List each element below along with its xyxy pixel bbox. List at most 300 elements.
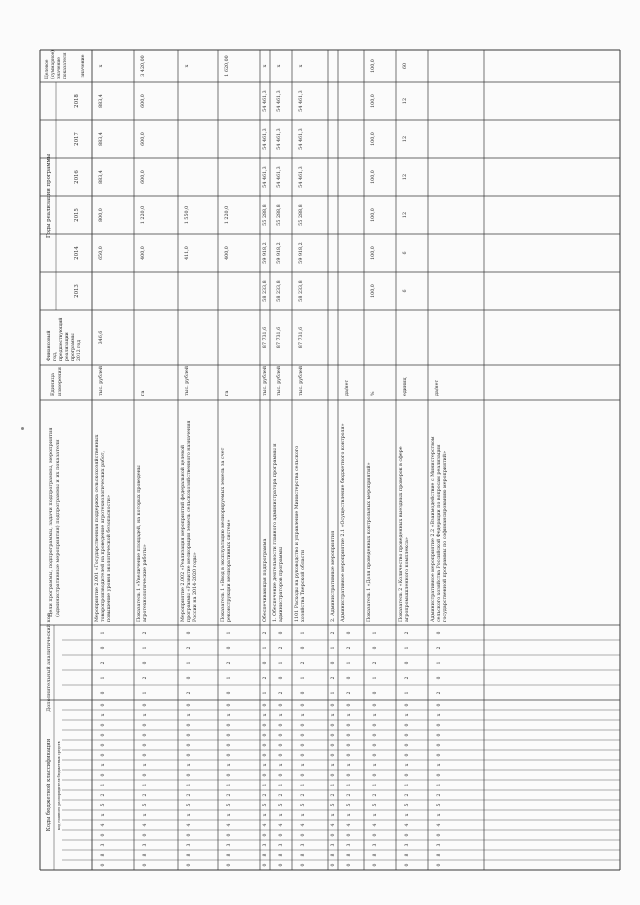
analytic-digit: 0 (227, 646, 232, 650)
analytic-digit: 1 (279, 661, 284, 665)
code-digit: x (101, 713, 106, 717)
code-digit: 5 (227, 803, 232, 807)
code-digit: 0 (373, 833, 378, 837)
header-year-2018: 2018 (74, 94, 80, 108)
row-6-year-value: 54 461,3 (299, 128, 304, 150)
code-digit: 0 (279, 723, 284, 727)
code-digit: 0 (101, 723, 106, 727)
row-2-target: x (185, 64, 190, 68)
code-digit: 0 (263, 743, 268, 747)
analytic-digit: 2 (405, 676, 410, 680)
row-11-name: Административное мероприятие 2.2 «Взаимодействие с Министерствомсельского хозяйства Российской Федерации по вопросам реализациигосударственной программы по софинансированию мероприятий» (431, 436, 448, 622)
code-digit: 0 (331, 743, 336, 747)
code-digit: x (347, 713, 352, 717)
analytic-digit: 1 (187, 661, 192, 665)
code-digit: x (227, 713, 232, 717)
analytic-digit: 2 (437, 646, 442, 650)
code-digit: x (331, 713, 336, 717)
code-digit: 0 (263, 723, 268, 727)
code-digit: 0 (347, 833, 352, 837)
code-digit: 0 (227, 863, 232, 867)
code-digit: 0 (331, 833, 336, 837)
code-digit: 0 (227, 773, 232, 777)
row-4-year-value: 58 233,8 (263, 280, 268, 302)
code-digit: 0 (279, 833, 284, 837)
row-9-year-value: 100,0 (371, 132, 376, 146)
row-4-year-value: 59 918,2 (263, 242, 268, 264)
code-digit: 0 (437, 703, 442, 707)
row-6-year-value: 59 918,2 (299, 242, 304, 264)
code-digit: 3 (331, 843, 336, 847)
analytic-digit: 2 (227, 661, 232, 665)
analytic-digit: 1 (437, 661, 442, 665)
code-digit: 0 (187, 773, 192, 777)
row-5-year-value: 58 233,8 (277, 280, 282, 302)
code-digit: 4 (279, 823, 284, 827)
code-digit: 0 (405, 743, 410, 747)
row-10-year-value: 12 (403, 173, 408, 181)
code-digit: 8 (101, 853, 106, 857)
code-digit: 2 (187, 793, 192, 797)
row-5-name: 1. Обеспечение деятельности главного администратора программы иадминистраторов программы (273, 443, 284, 622)
analytic-digit: 1 (405, 691, 410, 695)
code-digit: x (405, 713, 410, 717)
code-digit: 0 (331, 723, 336, 727)
row-0-unit: тыс. рублей (99, 365, 104, 396)
analytic-digit: 1 (331, 646, 336, 650)
row-4-year-value: 55 288,8 (263, 204, 268, 226)
code-digit: x (437, 713, 442, 717)
code-digit: 0 (405, 723, 410, 727)
row-10-unit: единиц (403, 377, 408, 396)
row-6-year-value: 54 461,3 (299, 166, 304, 188)
code-digit: 1 (331, 783, 336, 787)
code-digit: 0 (101, 773, 106, 777)
analytic-digit: 0 (263, 661, 268, 665)
code-digit: 5 (437, 803, 442, 807)
row-6-unit: тыс. рублей (299, 365, 304, 396)
row-9-year-value: 100,0 (371, 94, 376, 108)
row-9-unit: % (371, 391, 376, 396)
row-9-target: 100,0 (371, 59, 376, 73)
row-5-target: x (277, 64, 282, 68)
row-10-year-value: 12 (403, 135, 408, 143)
code-digit: 0 (263, 773, 268, 777)
analytic-digit: 0 (437, 631, 442, 635)
analytic-digit: 0 (187, 676, 192, 680)
analytic-digit: 0 (279, 631, 284, 635)
code-digit: 0 (279, 773, 284, 777)
analytic-digit: 1 (101, 631, 106, 635)
row-3-target: 1 620,00 (225, 55, 230, 77)
row-2-unit: тыс. рублей (185, 365, 190, 396)
row-4-fin: 87 731,6 (263, 326, 268, 349)
code-digit: 1 (405, 783, 410, 787)
code-digit: 8 (373, 853, 378, 857)
row-4-unit: тыс. рублей (263, 365, 268, 396)
code-digit: 1 (263, 783, 268, 787)
code-digit: x (347, 763, 352, 767)
code-digit: 0 (187, 743, 192, 747)
code-digit: 0 (101, 863, 106, 867)
code-digit: 4 (143, 823, 148, 827)
code-digit: 1 (101, 783, 106, 787)
header-year-2015: 2015 (74, 208, 80, 222)
analytic-digit: 2 (301, 661, 306, 665)
row-1-target: 3 420,00 (141, 55, 146, 77)
code-digit: 5 (101, 803, 106, 807)
code-digit: 8 (301, 853, 306, 857)
code-digit: 3 (373, 843, 378, 847)
code-digit: 0 (227, 833, 232, 837)
code-digit: 0 (143, 733, 148, 737)
row-7-name: 2. Административные мероприятия (331, 530, 336, 622)
code-digit: x (279, 763, 284, 767)
row-1-year-value: 1 220,0 (141, 205, 146, 225)
code-digit: 1 (373, 783, 378, 787)
code-digit: 2 (405, 793, 410, 797)
row-6-name: 1101 Расходы на руководство и управление Министерства сельскогохозяйства Тверской области (295, 445, 306, 622)
code-digit: 2 (373, 793, 378, 797)
code-digit: 0 (143, 753, 148, 757)
analytic-digit: 0 (405, 661, 410, 665)
analytic-digit: 0 (347, 676, 352, 680)
header-codes-group: Коды бюджетной классификации (46, 738, 52, 832)
row-9-year-value: 100,0 (371, 284, 376, 298)
code-digit: 0 (143, 723, 148, 727)
analytic-digit: 1 (331, 691, 336, 695)
row-8-name: Административное мероприятие 2.1 «Осуществление бюджетного контроля» (341, 423, 346, 622)
code-digit: 0 (373, 773, 378, 777)
code-digit: 0 (331, 703, 336, 707)
header-fin-col: Финансовыйгод,предшествующийреализациипрограммы2012 год (47, 317, 82, 361)
row-4-year-value: 54 461,3 (263, 128, 268, 150)
code-digit: 2 (437, 793, 442, 797)
header-year-2017: 2017 (74, 132, 80, 146)
code-digit: x (143, 813, 148, 817)
code-digit: 0 (227, 753, 232, 757)
header-target-col: Целевое(суммарное)значениепоказателя (45, 50, 68, 79)
analytic-digit: 2 (437, 691, 442, 695)
code-digit: x (347, 813, 352, 817)
row-5-year-value: 54 461,3 (277, 90, 282, 112)
code-digit: 0 (373, 863, 378, 867)
header-years-group: Годы реализации программы (46, 154, 52, 238)
row-10-year-value: 12 (403, 97, 408, 105)
code-digit: x (187, 763, 192, 767)
code-digit: 0 (437, 863, 442, 867)
analytic-digit: 0 (143, 661, 148, 665)
analytic-digit: 0 (301, 691, 306, 695)
code-digit: 3 (279, 843, 284, 847)
code-digit: x (331, 763, 336, 767)
code-digit: 0 (227, 733, 232, 737)
code-digit: 0 (301, 703, 306, 707)
code-digit: 8 (331, 853, 336, 857)
code-digit: 4 (331, 823, 336, 827)
code-digit: 5 (347, 803, 352, 807)
analytic-digit: 1 (227, 631, 232, 635)
code-digit: 0 (301, 753, 306, 757)
header-year-2013: 2013 (74, 284, 80, 298)
row-9-name: Показатель 1 «Доля проведенных контрольных мероприятий» (367, 462, 372, 622)
analytic-digit: 2 (143, 676, 148, 680)
row-6-year-value: 58 233,8 (299, 280, 304, 302)
row-1-year-value: 600,0 (141, 94, 146, 108)
code-digit: 2 (101, 793, 106, 797)
code-digit: 0 (331, 863, 336, 867)
analytic-digit: 2 (187, 646, 192, 650)
analytic-digit: 2 (101, 661, 106, 665)
code-digit: 0 (437, 723, 442, 727)
analytic-digit: 0 (373, 646, 378, 650)
code-digit: 8 (143, 853, 148, 857)
code-digit: x (405, 763, 410, 767)
code-digit: 8 (263, 853, 268, 857)
code-digit: 5 (187, 803, 192, 807)
code-digit: 8 (279, 853, 284, 857)
code-digit: 0 (279, 703, 284, 707)
analytic-digit: 0 (373, 691, 378, 695)
analytic-digit: 1 (373, 676, 378, 680)
code-digit: 0 (187, 723, 192, 727)
row-6-year-value: 55 288,8 (299, 204, 304, 226)
code-digit: 0 (279, 753, 284, 757)
analytic-digit: 1 (101, 676, 106, 680)
code-digit: 8 (437, 853, 442, 857)
header-year-2014: 2014 (74, 246, 80, 260)
code-digit: 4 (187, 823, 192, 827)
code-digit: 1 (143, 783, 148, 787)
code-digit: 0 (263, 753, 268, 757)
code-digit: 0 (301, 733, 306, 737)
code-digit: 2 (331, 793, 336, 797)
code-digit: 0 (301, 773, 306, 777)
row-5-year-value: 55 288,8 (277, 204, 282, 226)
code-digit: 0 (373, 703, 378, 707)
code-digit: 0 (347, 733, 352, 737)
code-digit: x (331, 813, 336, 817)
scan-speck (21, 427, 24, 430)
analytic-digit: 0 (187, 631, 192, 635)
code-digit: 0 (143, 703, 148, 707)
analytic-digit: 1 (143, 691, 148, 695)
row-11-unit: да/нет (435, 379, 440, 396)
code-digit: 2 (143, 793, 148, 797)
code-digit: x (301, 763, 306, 767)
row-1-year-value: 600,0 (141, 132, 146, 146)
code-digit: 0 (437, 733, 442, 737)
code-digit: x (373, 763, 378, 767)
code-digit: 0 (405, 703, 410, 707)
code-digit: 2 (301, 793, 306, 797)
row-10-target: 60 (403, 62, 408, 70)
code-digit: 8 (347, 853, 352, 857)
analytic-digit: 2 (279, 646, 284, 650)
code-digit: x (437, 813, 442, 817)
analytic-digit: 1 (263, 646, 268, 650)
code-digit: 0 (405, 773, 410, 777)
code-digit: x (187, 713, 192, 717)
code-digit: 5 (331, 803, 336, 807)
row-1-year-value: 400,0 (141, 246, 146, 260)
code-digit: 4 (347, 823, 352, 827)
code-digit: 0 (143, 743, 148, 747)
code-digit: 0 (347, 863, 352, 867)
code-digit: 5 (405, 803, 410, 807)
analytic-digit: 1 (373, 631, 378, 635)
row-0-year-value: 883,4 (99, 170, 104, 184)
row-4-name: Обеспечивающая подпрограмма (263, 538, 268, 622)
code-digit: 0 (101, 753, 106, 757)
row-5-year-value: 54 461,3 (277, 128, 282, 150)
analytic-digit: 0 (227, 691, 232, 695)
code-digit: 3 (143, 843, 148, 847)
code-digit: 0 (405, 753, 410, 757)
code-digit: x (143, 763, 148, 767)
row-5-year-value: 54 461,3 (277, 166, 282, 188)
code-digit: x (373, 713, 378, 717)
code-digit: 0 (373, 723, 378, 727)
row-1-name: Показатель 1 «Увеличение площадей, на которых проведеныагротехнологические работы» (137, 465, 148, 622)
analytic-digit: 2 (263, 676, 268, 680)
code-digit: 0 (331, 773, 336, 777)
code-digit: 0 (347, 773, 352, 777)
row-5-unit: тыс. рублей (277, 365, 282, 396)
code-digit: 8 (227, 853, 232, 857)
code-digit: 0 (101, 733, 106, 737)
row-4-year-value: 54 461,3 (263, 90, 268, 112)
code-digit: 0 (187, 833, 192, 837)
row-0-year-value: 883,4 (99, 94, 104, 108)
row-1-year-value: 600,0 (141, 170, 146, 184)
code-digit: x (101, 813, 106, 817)
analytic-digit: 1 (301, 676, 306, 680)
row-8-unit: да/нет (345, 379, 350, 396)
row-2-year-value: 411,0 (185, 246, 190, 260)
row-10-year-value: 6 (403, 289, 408, 293)
code-digit: 2 (227, 793, 232, 797)
code-digit: 0 (187, 733, 192, 737)
code-digit: 0 (301, 743, 306, 747)
code-digit: 0 (405, 833, 410, 837)
row-1-unit: га (141, 390, 146, 396)
code-digit: 0 (347, 743, 352, 747)
row-10-year-value: 6 (403, 251, 408, 255)
analytic-digit: 2 (331, 631, 336, 635)
code-digit: 4 (301, 823, 306, 827)
row-10-year-value: 12 (403, 211, 408, 219)
row-2-name: Мероприятие 2.002 «Реализация мероприятий федеральной целевойпрограммы «Развитие мелиорации земель сельскохозяйственного назначенияРоссии на 2014-2020 годы» (181, 420, 198, 622)
code-digit: 0 (347, 753, 352, 757)
code-digit: 0 (437, 833, 442, 837)
analytic-digit: 2 (347, 691, 352, 695)
code-digit: x (263, 763, 268, 767)
code-digit: 3 (405, 843, 410, 847)
analytic-digit: 2 (347, 646, 352, 650)
code-digit: 0 (101, 743, 106, 747)
code-digit: 3 (347, 843, 352, 847)
code-digit: 4 (263, 823, 268, 827)
row-10-name: Показатель 2 «Количество проведенных выездных проверок в сфереагропромышленного комплекса» (399, 446, 410, 622)
code-digit: 3 (263, 843, 268, 847)
analytic-digit: 0 (301, 646, 306, 650)
code-digit: 0 (143, 863, 148, 867)
code-digit: 0 (187, 703, 192, 707)
code-digit: 0 (143, 833, 148, 837)
analytic-digit: 1 (143, 646, 148, 650)
code-digit: 3 (437, 843, 442, 847)
row-6-fin: 87 731,6 (299, 326, 304, 349)
row-0-year-value: 800,0 (99, 208, 104, 222)
row-9-year-value: 100,0 (371, 208, 376, 222)
code-digit: 1 (347, 783, 352, 787)
code-digit: 0 (263, 833, 268, 837)
code-digit: 2 (347, 793, 352, 797)
analytic-digit: 1 (227, 676, 232, 680)
code-digit: 1 (301, 783, 306, 787)
code-digit: 0 (437, 753, 442, 757)
row-9-year-value: 100,0 (371, 246, 376, 260)
code-digit: 0 (331, 733, 336, 737)
header-analytic-group: Дополнительный аналитический код (46, 613, 52, 712)
code-digit: 0 (347, 703, 352, 707)
code-digit: 3 (187, 843, 192, 847)
code-digit: x (437, 763, 442, 767)
header-unit-col: Единицаизмерения (50, 367, 63, 396)
code-digit: x (227, 763, 232, 767)
code-digit: 0 (373, 733, 378, 737)
code-digit: 0 (373, 743, 378, 747)
row-2-year-value: 1 550,0 (185, 205, 190, 225)
code-digit: 2 (263, 793, 268, 797)
row-3-name: Показатель 1 «Ввод в эксплуатацию мелиорируемых земель за счетреконструкции мелиоративных систем» (221, 447, 232, 622)
code-digit: x (187, 813, 192, 817)
code-digit: x (101, 763, 106, 767)
code-digit: x (279, 813, 284, 817)
code-digit: 0 (301, 833, 306, 837)
code-digit: x (301, 713, 306, 717)
code-digit: 5 (263, 803, 268, 807)
code-digit: 8 (187, 853, 192, 857)
code-digit: x (143, 713, 148, 717)
code-digit: 0 (301, 723, 306, 727)
code-digit: x (263, 713, 268, 717)
header-budget-sub: код главного распорядителя бюджетных средств (57, 741, 61, 830)
row-0-year-value: 650,0 (99, 246, 104, 260)
analytic-digit: 0 (279, 676, 284, 680)
code-digit: 5 (301, 803, 306, 807)
analytic-digit: 2 (187, 691, 192, 695)
row-5-year-value: 59 918,2 (277, 242, 282, 264)
row-3-year-value: 1 220,0 (225, 205, 230, 225)
analytic-digit: 1 (301, 631, 306, 635)
analytic-digit: 2 (331, 676, 336, 680)
analytic-digit: 1 (263, 691, 268, 695)
code-digit: 0 (347, 723, 352, 727)
row-4-year-value: 54 461,3 (263, 166, 268, 188)
code-digit: 4 (101, 823, 106, 827)
code-digit: 0 (227, 743, 232, 747)
code-digit: 4 (373, 823, 378, 827)
code-digit: 0 (279, 863, 284, 867)
code-digit: 0 (227, 703, 232, 707)
code-digit: 0 (405, 863, 410, 867)
header-year-2016: 2016 (74, 170, 80, 184)
code-digit: 0 (331, 753, 336, 757)
code-digit: 0 (437, 773, 442, 777)
row-6-target: x (299, 64, 304, 68)
